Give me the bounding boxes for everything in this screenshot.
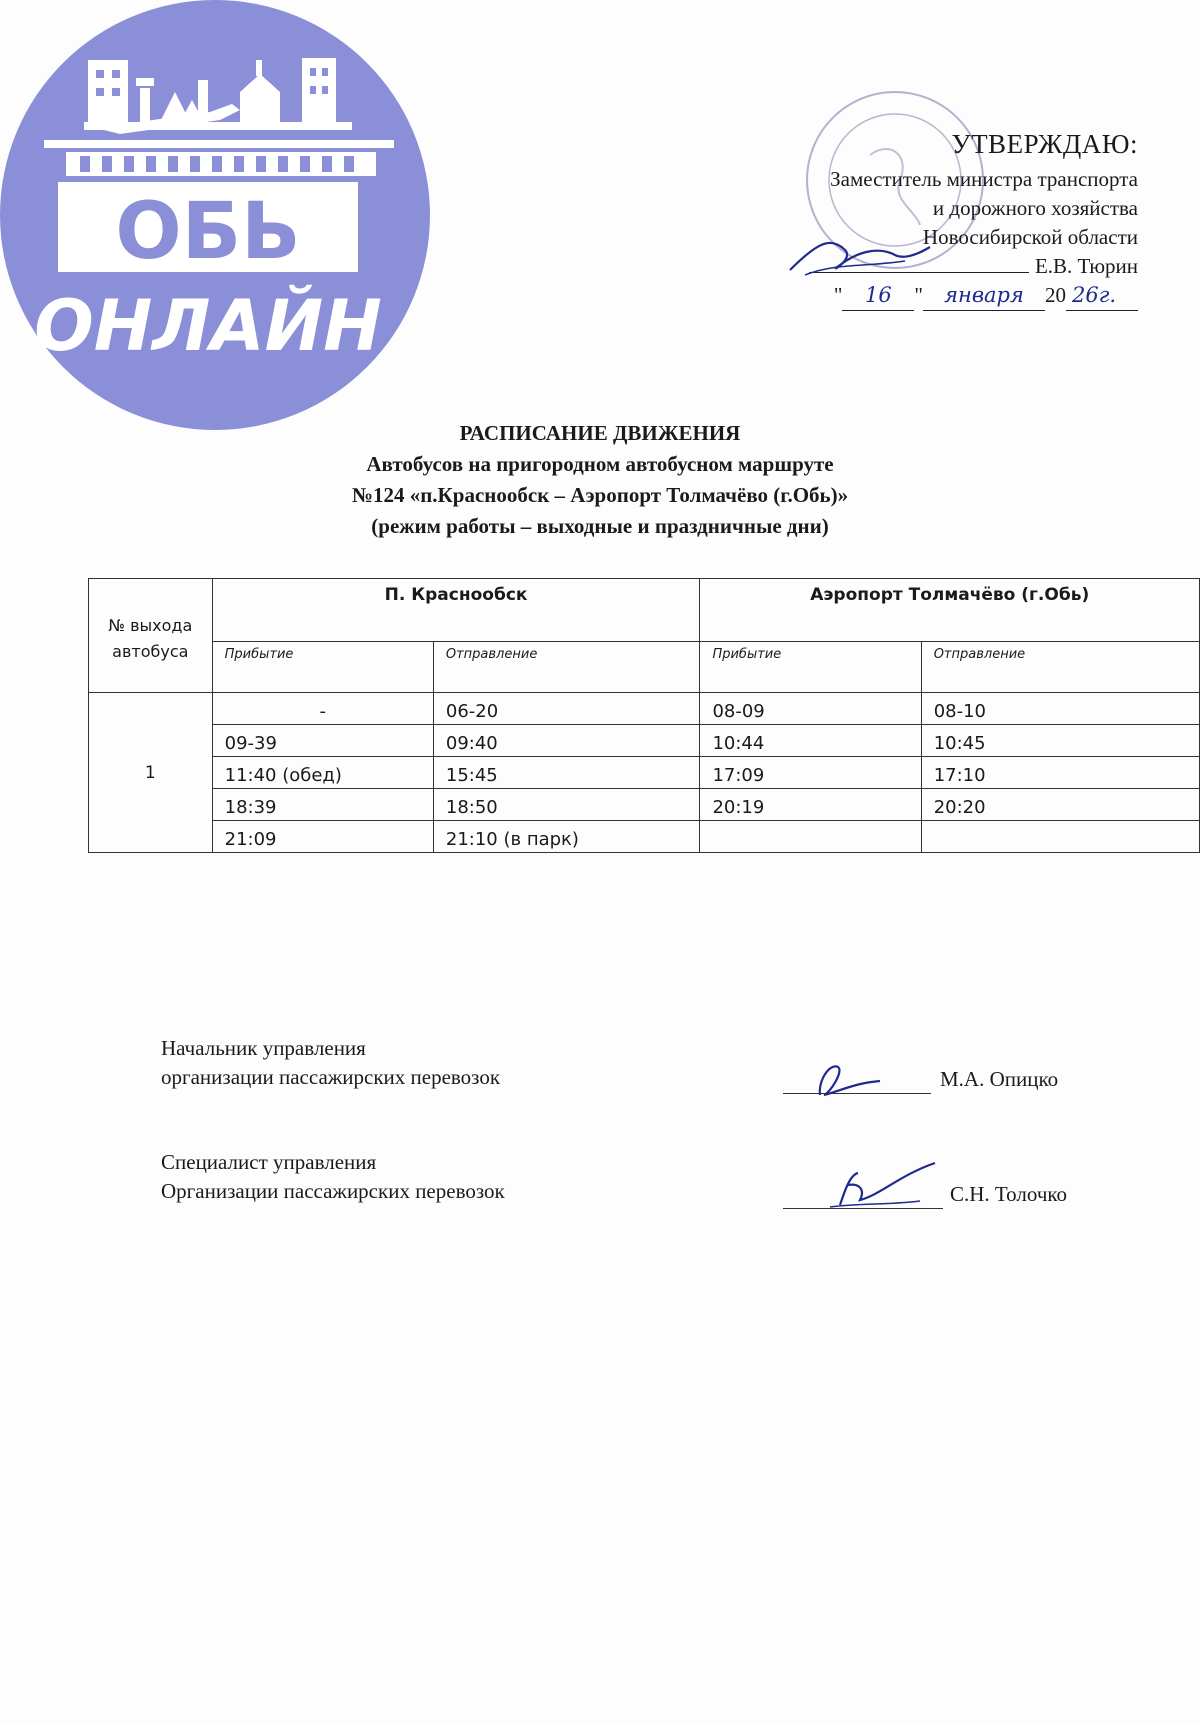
date-quote-open: " <box>833 283 843 307</box>
bus-number-header-line1: № выхода <box>108 615 193 635</box>
table-cell: 17:09 <box>700 757 921 789</box>
table-cell: 10:45 <box>921 725 1199 757</box>
approval-position-line1: Заместитель министра транспорта <box>830 167 1138 191</box>
table-cell: 18:39 <box>212 789 433 821</box>
table-cell: - <box>212 693 433 725</box>
bus-number-header-line2: автобуса <box>112 641 189 661</box>
table-cell: 18:50 <box>433 789 700 821</box>
document-title <box>0 418 1200 542</box>
logo-line1: ОБЬ <box>115 187 301 277</box>
departure-header-a: Отправление <box>433 642 700 693</box>
signatory-2-name: С.Н. Толочко <box>950 1182 1068 1206</box>
date-month: января <box>923 281 1045 311</box>
approval-position-line3: Новосибирской области <box>922 225 1138 249</box>
signatory-1-signature <box>810 1055 890 1100</box>
table-cell <box>700 821 921 853</box>
arrival-header-a: Прибытие <box>212 642 433 693</box>
date-quote-close: " <box>914 283 923 307</box>
table-cell: 08-09 <box>700 693 921 725</box>
title-line2: Автобусов на пригородном автобусном маршруте <box>366 452 834 476</box>
schedule-table <box>88 578 1200 853</box>
table-cell: 08-10 <box>921 693 1199 725</box>
title-line4: (режим работы – выходные и праздничные дни) <box>371 514 829 538</box>
date-day: 16 <box>842 281 914 311</box>
table-cell: 15:45 <box>433 757 700 789</box>
date-year-prefix: 20 <box>1045 283 1066 307</box>
signatory-1-line1: Начальник управления <box>161 1036 366 1060</box>
approval-signature <box>785 225 935 285</box>
signatory-2-line2: Организации пассажирских перевозок <box>161 1179 505 1203</box>
signatory-2-signature <box>820 1155 940 1210</box>
table-cell: 11:40 (обед) <box>212 757 433 789</box>
table-row <box>89 757 1200 789</box>
table-cell <box>921 821 1199 853</box>
approval-date <box>718 281 1138 311</box>
signatory-2-position <box>161 1148 505 1206</box>
approval-heading: УТВЕРЖДАЮ: <box>951 129 1138 159</box>
stop-b-header: Аэропорт Толмачёво (г.Обь) <box>700 579 1200 642</box>
date-year-suffix: 26г. <box>1066 281 1138 311</box>
bus-number-header <box>89 579 213 693</box>
signatory-1-name: М.А. Опицко <box>940 1067 1059 1091</box>
logo-line2: ОНЛАЙН <box>34 285 382 367</box>
table-row <box>89 725 1200 757</box>
bus-number-cell: 1 <box>89 693 213 853</box>
table-cell: 21:09 <box>212 821 433 853</box>
table-cell: 10:44 <box>700 725 921 757</box>
departure-header-b: Отправление <box>921 642 1199 693</box>
table-cell: 21:10 (в парк) <box>433 821 700 853</box>
approval-signer: Е.В. Тюрин <box>1034 254 1138 278</box>
signatory-1-position <box>161 1034 500 1092</box>
table-row <box>89 693 1200 725</box>
table-row <box>89 789 1200 821</box>
table-cell: 20:19 <box>700 789 921 821</box>
obj-online-logo <box>0 0 440 440</box>
table-cell: 09-39 <box>212 725 433 757</box>
arrival-header-b: Прибытие <box>700 642 921 693</box>
table-cell: 09:40 <box>433 725 700 757</box>
stop-a-header: П. Краснообск <box>212 579 700 642</box>
table-cell: 20:20 <box>921 789 1199 821</box>
signatory-2-line1: Специалист управления <box>161 1150 377 1174</box>
table-row <box>89 821 1200 853</box>
title-line3: №124 «п.Краснообск – Аэропорт Толмачёво (г.Обь)» <box>351 483 849 507</box>
approval-position-line2: и дорожного хозяйства <box>932 196 1138 220</box>
signatory-1-line2: организации пассажирских перевозок <box>161 1065 501 1089</box>
table-cell: 17:10 <box>921 757 1199 789</box>
title-line1: РАСПИСАНИЕ ДВИЖЕНИЯ <box>459 421 741 445</box>
table-cell: 06-20 <box>433 693 700 725</box>
